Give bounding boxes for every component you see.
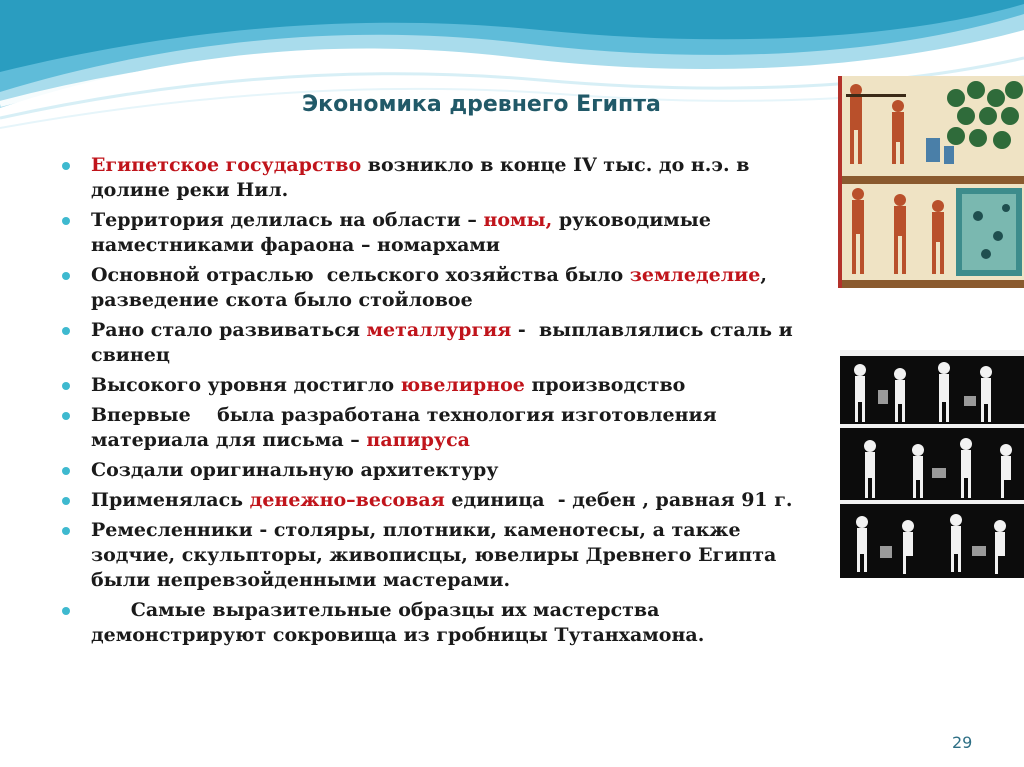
bullet-item <box>60 263 820 313</box>
bullet-item <box>60 403 820 453</box>
bullet-text: производство <box>524 374 686 396</box>
bullet-item <box>60 458 820 483</box>
bullet-dot-icon <box>62 382 70 390</box>
bullet-text: Территория делилась на области – <box>91 209 484 231</box>
bullet-text: - выплавлялись сталь и свинец <box>91 319 800 366</box>
bullet-dot-icon <box>62 162 70 170</box>
highlighted-term: земледелие <box>629 264 761 286</box>
bullet-dot-icon <box>62 217 70 225</box>
bullet-text: Самые выразительные образцы их мастерства демонстрируют сокровища из гробницы Тутанхамона. <box>91 599 705 646</box>
bullet-item <box>60 598 820 648</box>
bullet-dot-icon <box>62 327 70 335</box>
fresco-bw-image <box>840 350 1024 578</box>
bullet-text: Впервые была разработана технология изготовления материала для письма – <box>91 404 724 451</box>
highlighted-term: папируса <box>366 429 470 451</box>
highlighted-term: денежно–весовая <box>249 489 445 511</box>
bullet-text: возникло в конце IV тыс. до н.э. в долине реки Нил. <box>91 154 757 201</box>
page-number: 29 <box>952 733 973 752</box>
bullet-item <box>60 208 820 258</box>
bullet-item <box>60 318 820 368</box>
bullet-dot-icon <box>62 467 70 475</box>
bullet-text: Рано стало развиваться <box>91 319 367 341</box>
bullet-text: Высокого уровня достигло <box>91 374 401 396</box>
bullet-dot-icon <box>62 272 70 280</box>
highlighted-term: ювелирное <box>400 374 525 396</box>
bullet-dot-icon <box>62 527 70 535</box>
bullet-item <box>60 518 820 593</box>
bullet-dot-icon <box>62 412 70 420</box>
highlighted-term: металлургия <box>366 319 512 341</box>
bullet-text: руководимые наместниками фараона – номархами <box>91 209 718 256</box>
bullet-text: Применялась <box>91 489 250 511</box>
bullet-dot-icon <box>62 607 70 615</box>
highlighted-term: Египетское государство <box>91 154 362 176</box>
bullet-item <box>60 488 820 513</box>
bullet-text: Ремесленники - столяры, плотники, каменотесы, а также зодчие, скульпторы, живописцы, ювелиры Древнего Египта были непревзойденными мастерами. <box>91 519 783 591</box>
bullet-list <box>60 153 820 653</box>
bullet-text: Основной отраслью сельского хозяйства было <box>91 264 630 286</box>
bullet-text: , разведение скота было стойловое <box>91 264 774 311</box>
slide-title: Экономика древнего Египта <box>302 92 661 117</box>
bullet-dot-icon <box>62 497 70 505</box>
fresco-color-image <box>838 76 1024 288</box>
bullet-item <box>60 153 820 203</box>
bullet-text: Создали оригинальную архитектуру <box>91 459 499 481</box>
bullet-text: единица - дебен , равная 91 г. <box>444 489 793 511</box>
bullet-item <box>60 373 820 398</box>
highlighted-term: номы, <box>483 209 553 231</box>
